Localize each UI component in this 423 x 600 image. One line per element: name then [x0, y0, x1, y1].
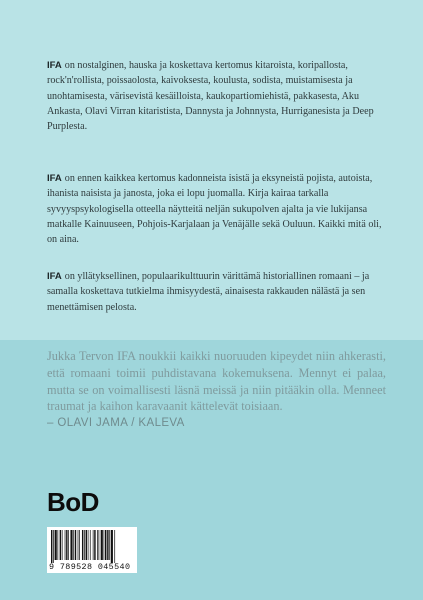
- title-lead: IFA: [47, 271, 62, 282]
- isbn-number: 9 789528 045540: [49, 562, 131, 572]
- isbn-barcode: [47, 527, 137, 573]
- paragraph-text: on yllätyksellinen, populaarikulttuurin värittämä historiallinen romaani – ja samalla koskettava tutkielma ihmisyydestä, ainaisesta rakkauden nälästä ja sen menettämisen pelosta.: [47, 271, 370, 313]
- blurb-paragraph-3: [47, 269, 382, 315]
- title-lead: IFA: [47, 60, 62, 71]
- title-lead: IFA: [47, 173, 62, 184]
- paragraph-text: on ennen kaikkea kertomus kadonneista isistä ja eksyneistä pojista, autoista, ihanista naisista ja janosta, joka ei lopu juomalla. Kirja kairaa tarkalla syvyyspsykologisella otteella näytteitä neljän sukupolven ajalta ja vie lukijansa matkalle Kainuuseen, Pohjois-Karjalaan ja Venäjälle sekä Ouluun. Kaikki mitä oli, on aina.: [47, 173, 382, 246]
- blurb-paragraph-2: [47, 171, 382, 247]
- barcode-bars: [51, 530, 133, 563]
- review-quote: Jukka Tervon IFA noukkii kaikki nuoruuden kipeydet niin ahkerasti, että romaani toimii puhdistavana kokemuksena. Mennyt ei palaa, mutta se on voimallisesti läsnä meissä ja niin pitääkin olla. Menneet traumat ja kaihon karavaanit kättelevät toisiaan.: [47, 349, 386, 414]
- paragraph-text: on nostalginen, hauska ja koskettava kertomus kitaroista, koripallosta, rock'n'rollista, poissaolosta, kaivoksesta, koulusta, sodista, muistamisesta ja unohtamisesta, värisevistä kesäilloista, kaukopartiomiehistä, pakkasesta, Aku Ankasta, Olavi Virran kitaristista, Dannysta ja Johnnysta, Hurriganesista ja Deep Purplesta.: [47, 60, 374, 133]
- blurb-paragraph-1: [47, 58, 382, 134]
- publisher-logo: BoD: [47, 487, 99, 517]
- quote-attribution: – OLAVI JAMA / KALEVA: [47, 417, 185, 429]
